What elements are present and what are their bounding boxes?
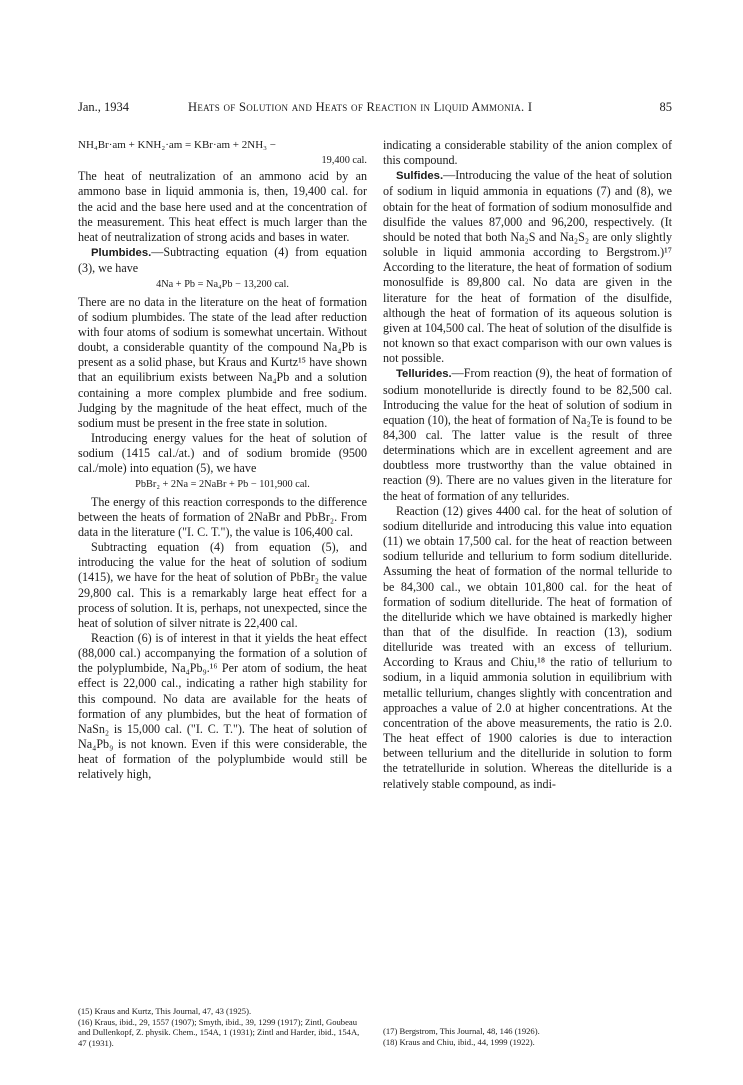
section-heading-plumbides: Plumbides. <box>91 247 152 260</box>
footnote: (17) Bergstrom, This Journal, 48, 146 (1926). <box>383 1026 540 1036</box>
paragraph: Reaction (6) is of interest in that it yields the heat effect (88,000 cal.) accompanying the formation of a solution of the polyplumbide, Na₄Pb₉.¹⁶ Per atom of sodium, the heat effect is 22,000 cal., indicating a rather high stability for this compound. No data are available for the heats of formation of any plumbides, but the heat of formation of NaSn₂ is 15,000 cal. ("I. C. T."). The heat of solution of Na₄Pb₉ is not known. Even if this were considerable, the heat of formation of the polyplumbide would still be relatively high, <box>78 631 367 782</box>
page-number: 85 <box>659 100 672 114</box>
paragraph: Introducing energy values for the heat of solution of sodium (1415 cal./at.) and of sodium bromide (9500 cal./mole) into equation (5), we have <box>78 430 367 476</box>
footnote: (16) Kraus, ibid., 29, 1557 (1907); Smyth, ibid., 39, 1299 (1917); Zintl, Goubeau and Dullenkopf, Z. physik. Chem., 154A, 1 (1931); Zintl and Harder, ibid., 154A, 47 (1931). <box>78 1016 360 1048</box>
paragraph: Reaction (12) gives 4400 cal. for the heat of solution of sodium ditelluride and introducing this value into equation (11) we obtain 17,500 cal. for the heat of reaction between sodium telluride and tellurium to form sodium ditelluride. Assuming the heat of formation of the normal telluride to be 84,300 cal., we obtain 101,800 cal. for the heat of formation of sodium ditelluride. The heat of formation of the ditelluride which we have obtained is markedly higher than that of the disulfide. In reaction (13), sodium ditelluride was treated with an excess of tellurium. According to Kraus and Chiu,¹⁸ the ratio of tellurium to sodium, in a liquid ammonia solution in equilibrium with metallic tellurium, changes slightly with concentration and approaches a value of 2.0 at higher concentrations. At the concentration of the above measurements, the ratio is 2.0. The heat effect of 1900 calories is due to interaction between tellurium and the ditelluride in solution to form the tetratelluride in solution. Whereas the ditelluride is a relatively stable compound, as indi- <box>383 503 672 791</box>
left-column <box>78 138 367 783</box>
equation-neutralization: NH₄Br·am + KNH₂·am = KBr·am + 2NH₃ − <box>78 139 276 151</box>
paragraph: The heat of neutralization of an ammono acid by an ammono base in liquid ammonia is, then, 19,400 cal. for the acid and the base here used and at the concentration of the measurement. This heat effect is much larger than the heat of neutralization of strong acids and bases in water. <box>78 169 367 244</box>
tellurides-paragraph <box>383 366 672 503</box>
section-heading-tellurides: Tellurides. <box>396 368 452 381</box>
section-heading-sulfides: Sulfides. <box>396 170 444 183</box>
paragraph: indicating a considerable stability of the anion complex of this compound. <box>383 138 672 168</box>
footnotes-right <box>383 1026 672 1047</box>
footnote: (15) Kraus and Kurtz, This Journal, 47, 43 (1925). <box>78 1006 252 1016</box>
equation-neutralization-value: 19,400 cal. <box>321 155 367 167</box>
right-column <box>383 138 672 792</box>
paragraph: Subtracting equation (4) from equation (5), and introducing the value for the heat of solution of sodium (1415), we have for the heat of solution of PbBr₂ the value 29,800 cal. This is a remarkably large heat effect for a process of solution. It is, perhaps, not unexpected, since the heat of solution of silver nitrate is 22,400 cal. <box>78 540 367 630</box>
equation-lead-bromide: PbBr₂ + 2Na = 2NaBr + Pb − 101,900 cal. <box>135 479 310 491</box>
header-title: Heats of Solution and Heats of Reaction in Liquid Ammonia. I <box>188 100 533 114</box>
tellurides-text: —From reaction (9), the heat of formation of sodium monotelluride is directly found to be 82,500 cal. Introducing the value for the heat of solution of sodium in equation (10), the heat of formation of Na₂Te is found to be 84,300 cal. The latter value is the result of three determinations which are in excellent agreement and are doubtless more trustworthy than the value obtained in reaction (9). There are no values given in the literature for the heat of formation of any tellurides. <box>383 366 672 503</box>
footnotes-left <box>78 1006 367 1048</box>
sulfides-paragraph <box>383 168 672 366</box>
paragraph: There are no data in the literature on the heat of formation of sodium plumbides. The state of the lead after reduction with four atoms of sodium is somewhat uncertain. Without doubt, a considerable quantity of the compound Na₄Pb is present as a solid phase, but Kraus and Kurtz¹⁵ have shown that an equilibrium exists between Na₄Pb and a solution containing a more complex plumbide and free sodium. Judging by the magnitude of the heat effect, much of the sodium must be present in the free state in solution. <box>78 294 367 430</box>
plumbides-paragraph <box>78 245 367 276</box>
header-date: Jan., 1934 <box>78 100 130 114</box>
plumbides-text: —Subtracting equation (4) from equation (3), we have <box>78 245 367 276</box>
footnote: (18) Kraus and Chiu, ibid., 44, 1999 (1922). <box>383 1036 535 1047</box>
paragraph: The energy of this reaction corresponds to the difference between the heats of formation of 2NaBr and PbBr₂. From data in the literature ("I. C. T."), the value is 106,400 cal. <box>78 494 367 539</box>
equation-plumbide: 4Na + Pb = Na₄Pb − 13,200 cal. <box>156 279 289 291</box>
sulfides-text: —Introducing the value of the heat of solution of sodium in liquid ammonia in equations (7) and (8), we obtain for the heat of formation of sodium monosulfide and disulfide the values 87,000 and 96,200, respectively. (It should be noted that both Na₂S and Na₂S₂ are only slightly soluble in liquid ammonia according to Bergstrom.)¹⁷ According to the literature, the heat of formation of sodium monosulfide is 89,800 cal. No data are given in the literature for the heat of formation of the disulfide, although the heat of formation of its aqueous solution is given at 104,500 cal. The heat of solution of the disulfide is not known so that exact comparison with our own values is not possible. <box>383 168 672 366</box>
running-header <box>78 100 672 116</box>
